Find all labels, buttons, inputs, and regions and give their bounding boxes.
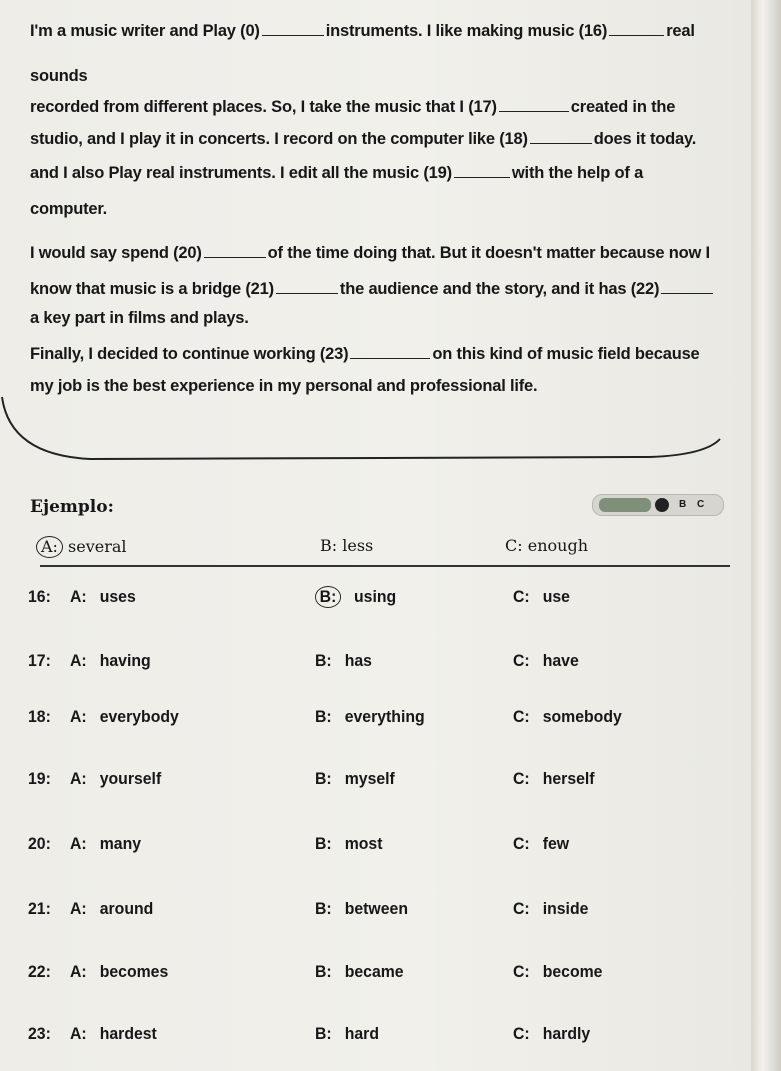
option-text: everything xyxy=(344,707,425,726)
passage-line xyxy=(30,343,700,365)
option-text: myself xyxy=(344,769,395,788)
option-c[interactable] xyxy=(513,647,579,675)
passage-line xyxy=(30,278,715,300)
option-text: most xyxy=(344,834,383,853)
answer-blank[interactable] xyxy=(350,344,430,359)
option-text: use xyxy=(542,587,570,606)
option-text: uses xyxy=(99,587,136,606)
option-text: everybody xyxy=(99,707,179,726)
option-letter: B: xyxy=(315,834,332,853)
answer-selector-widget[interactable] xyxy=(592,494,724,516)
option-c[interactable] xyxy=(513,1020,590,1048)
passage-text: and I also Play real instruments. I edit all the music (19) xyxy=(30,164,452,182)
option-text: using xyxy=(354,587,397,606)
option-letter: A: xyxy=(70,834,87,853)
question-row xyxy=(0,703,760,731)
option-b[interactable] xyxy=(315,1020,379,1048)
answer-blank[interactable] xyxy=(499,97,569,112)
option-a[interactable] xyxy=(70,647,151,675)
option-letter: A: xyxy=(70,1024,87,1043)
question-number: 21: xyxy=(28,899,51,918)
option-b[interactable] xyxy=(315,765,395,793)
passage-text: know that music is a bridge (21) xyxy=(30,280,274,298)
option-b[interactable] xyxy=(315,958,404,986)
option-letter: A: xyxy=(70,899,87,918)
option-text: inside xyxy=(542,899,589,918)
example-option-c-text: enough xyxy=(527,536,588,555)
selector-option-b[interactable]: B xyxy=(679,499,687,510)
question-row xyxy=(0,583,760,611)
option-b[interactable] xyxy=(315,583,396,611)
option-a[interactable] xyxy=(70,1020,157,1048)
option-text: around xyxy=(99,899,154,918)
option-letter: C: xyxy=(513,899,530,918)
passage-text: created in the xyxy=(570,98,676,116)
option-letter: B: xyxy=(315,1024,332,1043)
question-row xyxy=(0,1020,760,1048)
option-text: many xyxy=(99,834,142,853)
option-b[interactable] xyxy=(315,647,372,675)
passage-text: on this kind of music field because xyxy=(432,345,700,363)
question-row xyxy=(0,958,760,986)
selector-option-c[interactable]: C xyxy=(697,499,705,510)
option-letter: A: xyxy=(70,587,87,606)
passage-line xyxy=(30,242,710,264)
option-letter: C: xyxy=(513,834,530,853)
example-option-b-letter: B: xyxy=(320,536,338,555)
question-number: 23: xyxy=(28,1024,51,1043)
option-letter: B: xyxy=(315,769,332,788)
option-letter: A: xyxy=(70,769,87,788)
question-number: 16: xyxy=(28,587,51,606)
option-letter: A: xyxy=(70,707,87,726)
example-option-a-text: several xyxy=(68,537,127,556)
page-edge xyxy=(751,0,781,1071)
option-b[interactable] xyxy=(315,895,408,923)
option-letter: C: xyxy=(513,962,530,981)
option-letter: B: xyxy=(315,899,332,918)
passage-text: instruments. I like making music (16) xyxy=(325,22,608,40)
passage-text: does it today. xyxy=(593,130,697,148)
option-a[interactable] xyxy=(70,958,168,986)
option-text: few xyxy=(542,834,570,853)
passage-line xyxy=(30,162,643,184)
option-c[interactable] xyxy=(513,583,570,611)
option-text: hard xyxy=(344,1024,379,1043)
answer-blank[interactable] xyxy=(609,21,664,36)
divider-curve xyxy=(0,395,760,475)
option-c[interactable] xyxy=(513,895,588,923)
option-text: hardest xyxy=(99,1024,157,1043)
passage-line xyxy=(30,20,695,42)
question-number: 19: xyxy=(28,769,51,788)
example-option-b-text: less xyxy=(342,536,374,555)
selector-option-a[interactable] xyxy=(655,498,669,512)
question-number: 20: xyxy=(28,834,51,853)
question-row xyxy=(0,830,760,858)
option-c[interactable] xyxy=(513,703,622,731)
option-letter: B: xyxy=(315,962,332,981)
example-option-b[interactable] xyxy=(320,536,373,555)
option-text: herself xyxy=(542,769,595,788)
option-a[interactable] xyxy=(70,765,161,793)
question-number: 17: xyxy=(28,651,51,670)
option-text: yourself xyxy=(99,769,162,788)
example-title: Ejemplo: xyxy=(30,497,114,517)
option-b[interactable] xyxy=(315,703,425,731)
passage-text: a key part in films and plays. xyxy=(30,309,249,327)
option-letter: B: xyxy=(315,707,332,726)
passage-text: with the help of a xyxy=(511,164,644,182)
passage-line xyxy=(30,128,696,150)
option-text: become xyxy=(542,962,603,981)
passage-text: of the time doing that. But it doesn't matter because now I xyxy=(267,244,710,262)
question-row xyxy=(0,765,760,793)
example-underline xyxy=(40,565,730,567)
passage-text: computer. xyxy=(30,200,108,218)
passage-text: recorded from different places. So, I take the music that I (17) xyxy=(30,98,497,116)
answer-blank[interactable] xyxy=(661,279,713,294)
option-letter: C: xyxy=(513,1024,530,1043)
passage-text: studio, and I play it in concerts. I record on the computer like (18) xyxy=(30,130,528,148)
passage-text: the audience and the story, and it has (22) xyxy=(339,280,660,298)
option-a[interactable] xyxy=(70,830,141,858)
option-c[interactable] xyxy=(513,765,595,793)
circle-mark: A: xyxy=(36,536,63,558)
example-option-a[interactable] xyxy=(36,536,127,558)
option-letter: A: xyxy=(70,651,87,670)
option-text: have xyxy=(542,651,579,670)
passage-text: I'm a music writer and Play (0) xyxy=(30,22,260,40)
option-text: having xyxy=(99,651,151,670)
option-letter: B: xyxy=(315,586,341,608)
option-a[interactable] xyxy=(70,895,153,923)
option-c[interactable] xyxy=(513,830,569,858)
option-letter: C: xyxy=(513,651,530,670)
option-letter: C: xyxy=(513,587,530,606)
answer-blank[interactable] xyxy=(530,129,592,144)
option-a[interactable] xyxy=(70,703,179,731)
passage-line xyxy=(30,307,249,329)
example-options-row xyxy=(0,536,760,562)
question-number: 22: xyxy=(28,962,51,981)
option-text: becomes xyxy=(99,962,169,981)
answer-blank[interactable] xyxy=(204,243,266,258)
passage-line xyxy=(30,65,87,87)
option-letter: B: xyxy=(315,651,332,670)
example-option-c-letter: C: xyxy=(505,536,523,555)
passage-line xyxy=(30,198,107,220)
passage-line xyxy=(30,96,675,118)
passage-text: my job is the best experience in my personal and professional life. xyxy=(30,377,538,395)
passage-text: I would say spend (20) xyxy=(30,244,202,262)
option-text: has xyxy=(344,651,372,670)
question-row xyxy=(0,895,760,923)
question-row xyxy=(0,647,760,675)
answer-blank[interactable] xyxy=(276,279,338,294)
passage-line xyxy=(30,375,537,397)
option-letter: C: xyxy=(513,769,530,788)
option-text: became xyxy=(344,962,404,981)
answer-blank[interactable] xyxy=(262,21,324,36)
option-a[interactable] xyxy=(70,583,136,611)
passage-text: Finally, I decided to continue working (23) xyxy=(30,345,349,363)
passage-text: real xyxy=(666,22,695,40)
option-letter: C: xyxy=(513,707,530,726)
option-c[interactable] xyxy=(513,958,602,986)
example-option-c[interactable] xyxy=(505,536,588,555)
option-text: hardly xyxy=(542,1024,591,1043)
option-b[interactable] xyxy=(315,830,382,858)
option-text: between xyxy=(344,899,408,918)
question-number: 18: xyxy=(28,707,51,726)
option-letter: A: xyxy=(70,962,87,981)
option-text: somebody xyxy=(542,707,622,726)
answer-blank[interactable] xyxy=(454,163,510,178)
passage-text: sounds xyxy=(30,67,88,85)
selector-track xyxy=(599,498,651,512)
